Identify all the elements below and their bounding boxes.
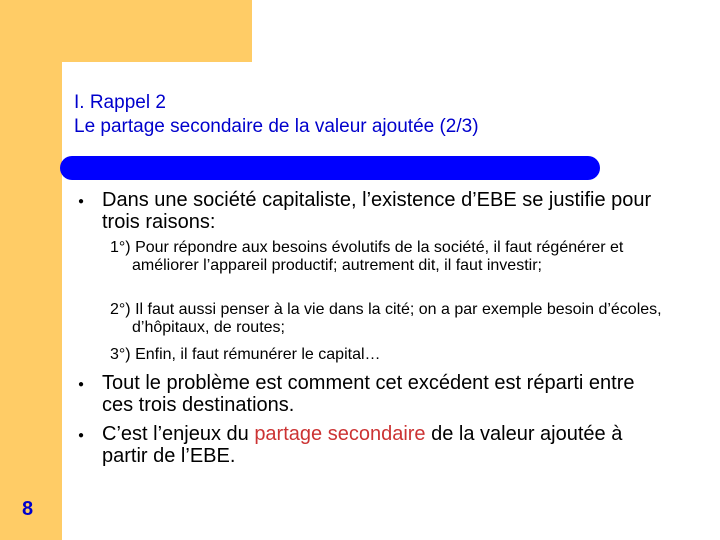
title-line-2: Le partage secondaire de la valeur ajoutée (2/3) (74, 116, 479, 137)
top-accent-block (0, 0, 252, 62)
bullet-2-text: Tout le problème est comment cet excédent est réparti entre ces trois destinations. (102, 372, 635, 416)
title-divider-bar (60, 156, 600, 180)
page-number: 8 (22, 498, 34, 520)
subpoint-2: 2°) Il faut aussi penser à la vie dans la cité; on a par exemple besoin d’écoles, d’hôpitaux, de routes; (110, 301, 662, 336)
bullet-dot-2: ● (78, 379, 85, 390)
subpoint-3: 3°) Enfin, il faut rémunérer le capital… (110, 346, 381, 363)
bullet-3-text (102, 423, 662, 467)
bullet-dot-1: ● (78, 196, 85, 207)
subpoint-1: 1°) Pour répondre aux besoins évolutifs de la société, il faut régénérer et améliorer l’appareil productif; autrement dit, il faut investir; (110, 239, 624, 274)
bullet-3-text-after: de la valeur ajoutée à partir de l’EBE. (102, 423, 623, 467)
bullet-dot-3: ● (78, 430, 85, 441)
slide-title (74, 91, 479, 139)
bullet-1-text: Dans une société capitaliste, l’existence d’EBE se justifie pour trois raisons: (102, 189, 652, 233)
title-line-1: I. Rappel 2 (74, 92, 166, 113)
highlight-partage-secondaire: partage secondaire (254, 423, 426, 445)
bullet-3-text-before: C’est l’enjeux du (102, 423, 255, 445)
left-sidebar-band (0, 0, 62, 540)
